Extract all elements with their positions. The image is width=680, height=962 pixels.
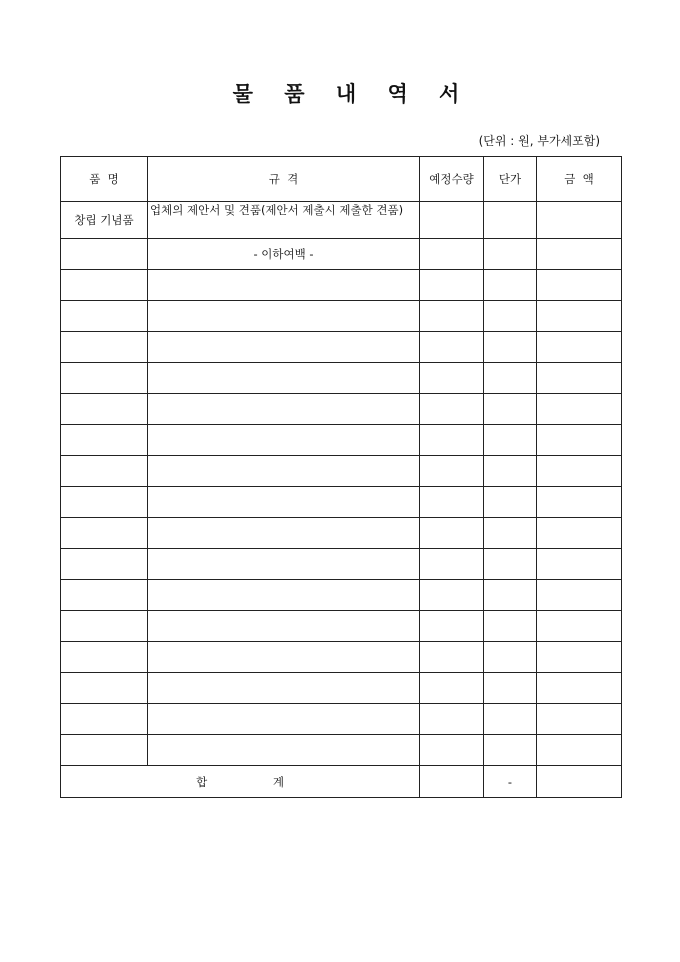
item-spec: - 이하여백 -	[148, 239, 420, 270]
item-amount	[537, 239, 622, 270]
table-header-row	[61, 157, 622, 202]
table-row	[61, 704, 622, 735]
item-table	[60, 156, 622, 798]
page-title: 물 품 내 역 서	[232, 81, 472, 106]
table-row	[61, 425, 622, 456]
table-row	[61, 301, 622, 332]
table-row	[61, 549, 622, 580]
item-qty	[420, 202, 484, 239]
total-unit-price: -	[484, 766, 537, 798]
item-qty	[420, 239, 484, 270]
table-row	[61, 673, 622, 704]
total-label: 합 계	[61, 766, 420, 798]
table-row	[61, 518, 622, 549]
item-name	[61, 239, 148, 270]
header-unit-price: 단가	[484, 157, 537, 202]
item-spec: 업체의 제안서 및 견품(제안서 제출시 제출한 견품)	[148, 202, 420, 239]
table-row	[61, 642, 622, 673]
table-row	[61, 487, 622, 518]
item-unit-price	[484, 202, 537, 239]
total-row	[61, 766, 622, 798]
header-spec: 규 격	[148, 157, 420, 202]
header-qty: 예정수량	[420, 157, 484, 202]
header-amount: 금 액	[537, 157, 622, 202]
unit-note: (단위 : 원, 부가세포함)	[478, 134, 600, 148]
table-row	[61, 611, 622, 642]
table-row	[61, 239, 622, 270]
item-unit-price	[484, 239, 537, 270]
table-row	[61, 332, 622, 363]
table-row	[61, 202, 622, 239]
header-name: 품 명	[61, 157, 148, 202]
item-amount	[537, 202, 622, 239]
table-row	[61, 735, 622, 766]
table-row	[61, 270, 622, 301]
total-amount	[537, 766, 622, 798]
table-row	[61, 394, 622, 425]
table-row	[61, 580, 622, 611]
table-row	[61, 456, 622, 487]
table-row	[61, 363, 622, 394]
item-name: 창립 기념품	[61, 202, 148, 239]
total-qty	[420, 766, 484, 798]
